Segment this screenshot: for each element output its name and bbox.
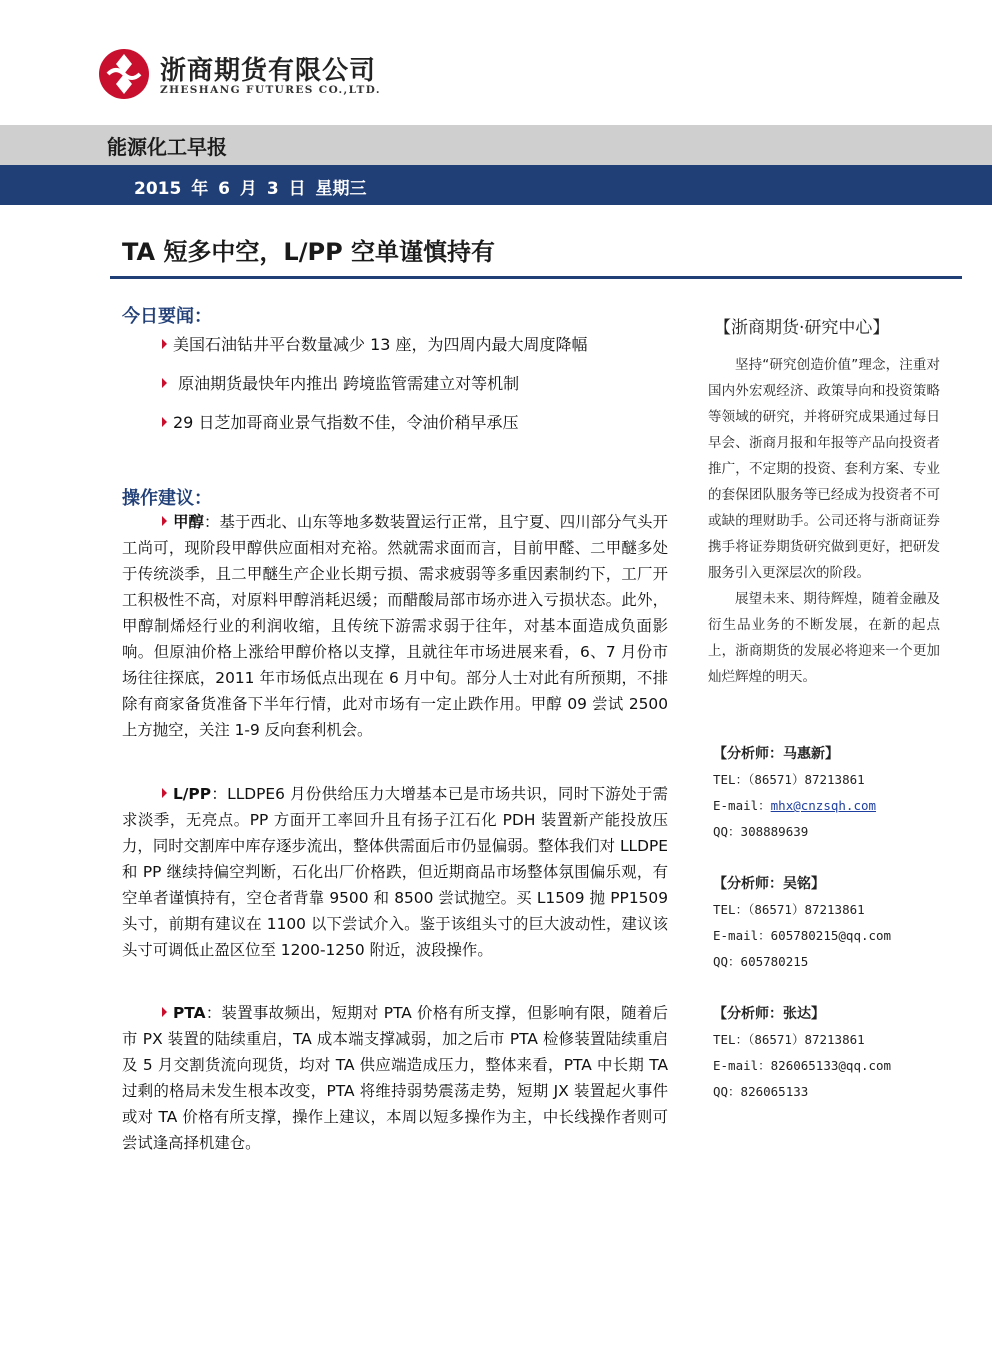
company-name-en: ZHESHANG FUTURES CO.,LTD. (160, 84, 381, 96)
analyst-card (713, 1001, 943, 1105)
analyst-email: 826065133@qq.com (770, 1058, 892, 1073)
bullet-triangle-icon (162, 378, 167, 388)
headline-divider (110, 276, 962, 279)
analyst-name: 【分析师：马惠新】 (713, 746, 839, 762)
news-heading: 今日要闻： (122, 306, 212, 327)
company-logo-icon (98, 48, 150, 100)
bullet-triangle-icon (162, 516, 167, 526)
research-center-intro: 坚持“研究创造价值”理念，注重对国内外宏观经济、政策导向和投资策略等领域的研究，并将研究成果通过每日早会、浙商月报和年报等产品向投资者推广，不定期的投资、套利方案、专业的套保团队服务等已经成为投资者不可或缺的理财助手。公司还将与浙商证券携手将证券期货研究做到更好，把研发服务引入更深层次的阶段。 (708, 357, 940, 581)
research-center-outlook: 展望未来、期待辉煌，随着金融及衍生品业务的不断发展，在新的起点上，浙商期货的发展必将迎来一个更加灿烂辉煌的明天。 (708, 591, 940, 685)
advice-heading: 操作建议： (122, 488, 212, 509)
date-band (0, 165, 992, 205)
news-list (122, 333, 682, 450)
analyst-card (713, 871, 943, 975)
analyst-tel: TEL：（86571）87213861 (713, 772, 865, 787)
methanol-paragraph: 甲醇：基于西北、山东等地多数装置运行正常，且宁夏、四川部分气头开工尚可，现阶段甲醇供应面相对充裕。然就需求面而言，目前甲醛、二甲醚多处于传统淡季，且二甲醚生产企业长期亏损、需求疲弱等多重因素制约下，工厂开工积极性不高，对原料甲醇消耗迟缓；而醋酸局部市场亦进入亏损状态。此外，甲醇制烯烃行业的利润收缩，且传统下游需求弱于往年，对基本面造成负面影响。但原油价格上涨给甲醇价格以支撑，且就往年市场进展来看，6、7 月份市场往往探底，2011 年市场低点出现在 6 月中旬。部分人士对此有所预期，不排除有商家备货准备下半年行情，此对市场有一定止跌作用。甲醇 09 尝试 2500 上方抛空，关注 1-9 反向套利机会。 (122, 513, 668, 739)
company-name-cn: 浙商期货有限公司 (160, 56, 377, 86)
research-center-title: 【浙商期货·研究中心】 (714, 318, 890, 338)
analyst-qq: QQ：605780215 (713, 954, 809, 969)
analyst-tel: TEL：（86571）87213861 (713, 1032, 865, 1047)
analyst-qq: QQ：826065133 (713, 1084, 809, 1099)
analyst-email-label: E-mail： (713, 1058, 771, 1073)
list-item: 29 日芝加哥商业景气指数不佳，令油价稍早承压 (122, 411, 682, 450)
report-date: 2015 年 6 月 3 日 星期三 (134, 179, 367, 199)
analyst-card (713, 741, 943, 845)
list-item: 美国石油钻井平台数量减少 13 座，为四周内最大周度降幅 (122, 333, 682, 372)
bullet-triangle-icon (162, 417, 167, 427)
lpp-paragraph: L/PP：LLDPE6 月份供给压力大增基本已是市场共识，同时下游处于需求淡季，无亮点。PP 方面开工率回升且有扬子江石化 PDH 装置新产能投放压力，同时交割库中库存逐步流出，整体供需面后市仍显偏弱。整体我们对 LLDPE 和 PP 继续持偏空判断，石化出厂价格跌，但近期商品市场整体氛围偏乐观，有空单者谨慎持有，空仓者背靠 9500 和 8500 尝试抛空。买 L1509 抛 PP1509 头寸，前期有建议在 1100 以下尝试介入。鉴于该组头寸的巨大波动性，建议该头寸可调低止盈区位至 1200-1250 附近，波段操作。 (122, 785, 668, 959)
list-item: 原油期货最快年内推出 跨境监管需建立对等机制 (122, 372, 682, 411)
bullet-triangle-icon (162, 339, 167, 349)
report-category: 能源化工早报 (107, 135, 227, 159)
bullet-triangle-icon (162, 1007, 167, 1017)
category-band (0, 125, 992, 165)
analyst-email-link[interactable]: mhx@cnzsqh.com (770, 798, 877, 813)
bullet-triangle-icon (162, 788, 167, 798)
research-center-box (708, 313, 940, 690)
pta-paragraph: PTA：装置事故频出，短期对 PTA 价格有所支撑，但影响有限，随着后市 PX 装置的陆续重启，TA 成本端支撑减弱，加之后市 PTA 检修装置陆续重启及 5 月交割货流向现货，均对 TA 供应端造成压力，整体来看，PTA 中长期 TA 过剩的格局未发生根本改变，PTA 将维持弱势震荡走势，短期 JX 装置起火事件或对 TA 价格有所支撑，操作上建议，本周以短多操作为主，中长线操作者则可尝试逢高择机建仓。 (122, 1004, 668, 1152)
report-headline: TA 短多中空，L/PP 空单谨慎持有 (122, 238, 496, 266)
analyst-tel: TEL：（86571）87213861 (713, 902, 865, 917)
analyst-name: 【分析师：吴铭】 (713, 876, 825, 892)
analyst-email-label: E-mail： (713, 928, 771, 943)
analyst-name: 【分析师：张达】 (713, 1006, 825, 1022)
company-logo (98, 48, 388, 104)
analyst-email-label: E-mail： (713, 798, 771, 813)
analyst-email: 605780215@qq.com (770, 928, 892, 943)
analyst-qq: QQ：308889639 (713, 824, 809, 839)
